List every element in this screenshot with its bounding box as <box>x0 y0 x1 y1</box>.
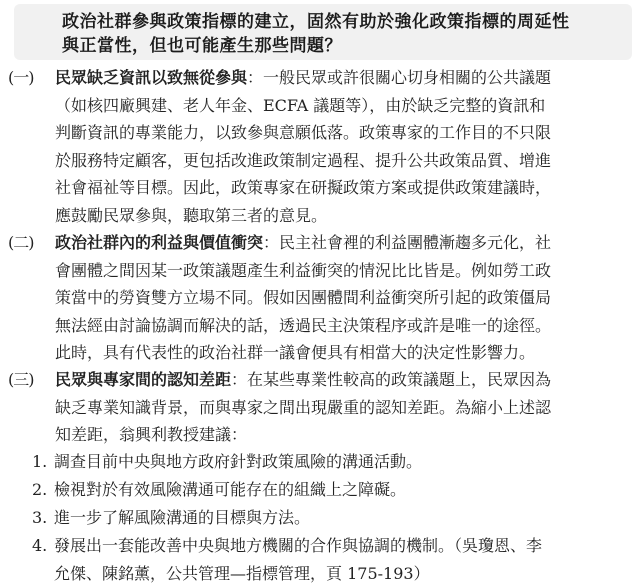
section-text: 應鼓勵民眾參與，聽取第三者的意見。 <box>55 205 328 225</box>
list-item <box>32 532 632 560</box>
question-box <box>14 4 632 60</box>
list-item-number: 1. <box>32 452 48 471</box>
list-item-number: 3. <box>32 508 48 527</box>
list-item-continuation <box>32 560 632 588</box>
list-item-text: 發展出一套能改善中央與地方機關的合作與協調的機制。（吳瓊恩、李 <box>54 536 543 555</box>
list-item <box>32 476 632 504</box>
section-text: 於服務特定顧客，更包括改進政策制定過程、提升公共政策品質、增進 <box>55 150 552 170</box>
section-text: ：民主社會裡的利益團體漸趨多元化，社 <box>263 233 552 252</box>
section-text: 無法經由討論協調而解決的話，透過民主決策程序或許是唯一的途徑。 <box>55 315 552 335</box>
list-item-text: 進一步了解風險溝通的目標與方法。 <box>54 508 311 527</box>
section-text: 策當中的勞資雙方立場不同。假如因團體間利益衝突所引起的政策僵局 <box>55 288 552 307</box>
section-text: 知差距，翁興利教授建議： <box>55 425 248 444</box>
section-text: 缺乏專業知識背景，而與專家之間出現嚴重的認知差距。為縮小上述認 <box>55 397 552 417</box>
list-item-number: 2. <box>32 480 48 499</box>
list-item <box>32 504 632 532</box>
section-text: （如核四廠興建、老人年金、ECFA 議題等），由於缺乏完整的資訊和 <box>55 95 546 115</box>
list-item-number: 4. <box>32 536 48 555</box>
recommendation-list <box>32 448 632 588</box>
list-item-text: 檢視對於有效風險溝通可能存在的組織上之障礙。 <box>54 480 407 499</box>
section-heading: 民眾缺乏資訊以致無從參與 <box>55 68 248 87</box>
section-text: 社會福祉等目標。因此，政策專家在研擬政策方案或提供政策建議時， <box>55 178 552 197</box>
section-text: ：在某些專業性較高的政策議題上，民眾因為 <box>231 370 552 389</box>
section-text: ：一般民眾或許很關心切身相關的公共議題 <box>247 68 552 87</box>
section-2 <box>8 229 632 367</box>
section-number: (一) <box>8 68 34 87</box>
section-number: (二) <box>8 233 34 252</box>
section-text: 判斷資訊的專業能力，以致參與意願低落。政策專家的工作目的不只限 <box>55 123 552 142</box>
question-line-2: 與正當性，但也可能產生那些問題？ <box>62 36 342 56</box>
list-item-text: 允傑、陳銘薰，公共管理—指標管理，頁 175-193） <box>54 564 430 583</box>
section-text: 會團體之間因某一政策議題產生利益衝突的情況比比皆是。例如勞工政 <box>55 260 552 280</box>
list-item-text: 調查目前中央與地方政府針對政策風險的溝通活動。 <box>54 452 423 471</box>
list-item <box>32 448 632 476</box>
section-text: 此時，具有代表性的政治社群一議會便具有相當大的決定性影響力。 <box>55 343 536 362</box>
section-1 <box>8 64 632 229</box>
section-heading: 民眾與專家間的認知差距 <box>55 370 232 389</box>
section-number: (三) <box>8 370 34 389</box>
section-heading: 政治社群內的利益與價值衝突 <box>55 233 264 252</box>
section-3 <box>8 366 632 449</box>
question-line-1: 政治社群參與政策指標的建立，固然有助於強化政策指標的周延性 <box>62 12 570 32</box>
